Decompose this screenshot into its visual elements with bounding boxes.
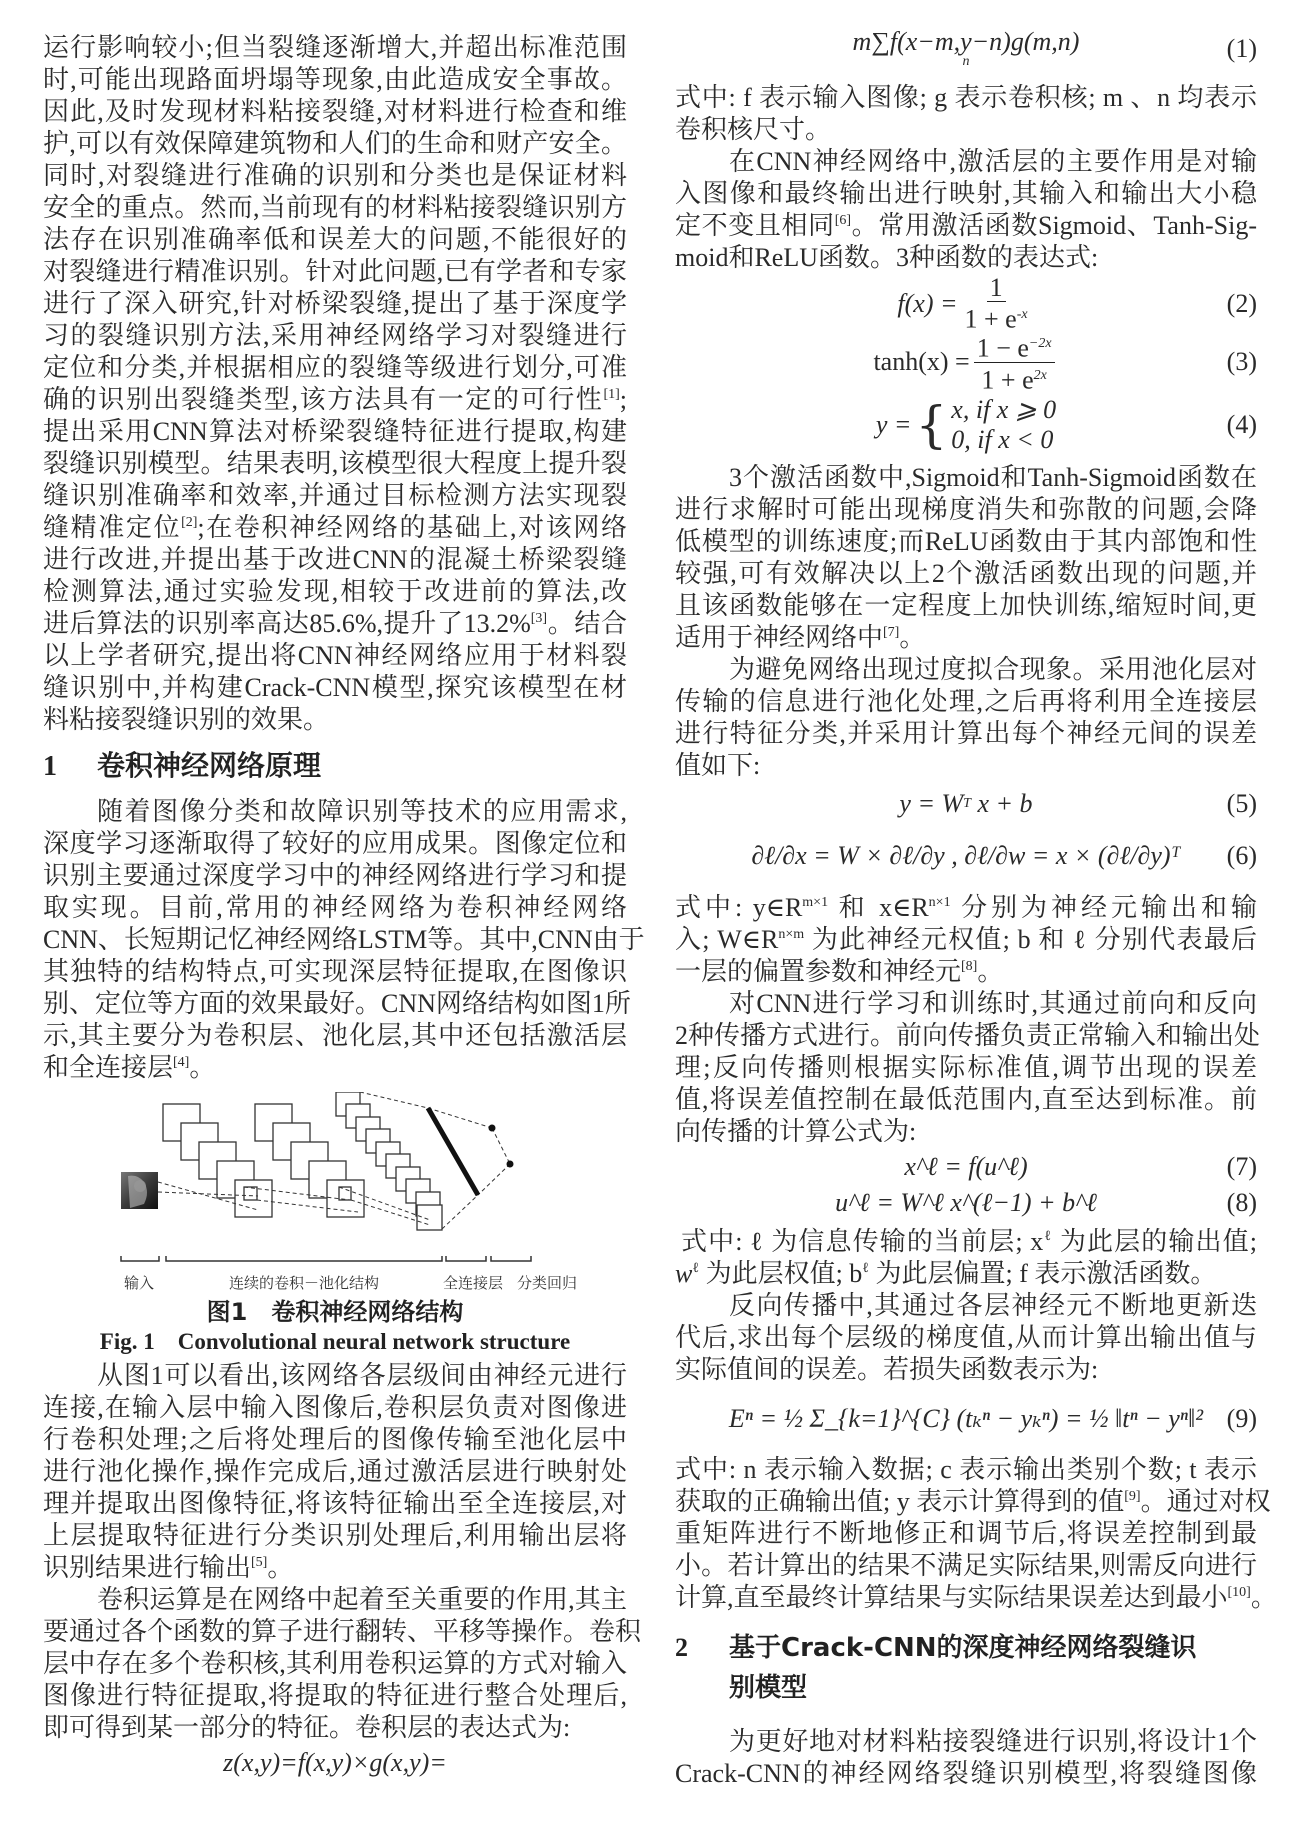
text-line: 裂缝识别模型。结果表明,该模型很大程度上提升裂 [43, 449, 627, 478]
text-line: 入图像和最终输出进行映射,其输入和输出大小稳 [675, 179, 1257, 208]
text-segment: 。 [189, 1053, 216, 1082]
text-segment: ;在卷积神经网络的基础上,对该网络 [197, 513, 627, 542]
denominator [962, 302, 1031, 333]
text-segment: 识别结果进行输出 [43, 1553, 252, 1582]
text-line: 值如下: [675, 751, 761, 780]
equation-6-row [675, 830, 1257, 882]
transpose-superscript: T [963, 796, 971, 811]
section-heading-1 [43, 748, 321, 784]
text-line: 较强,可有效解决以上2个激活函数出现的问题,并 [675, 559, 1257, 588]
text-line: 上层提取特征进行分类识别处理后,利用输出层将 [43, 1521, 627, 1550]
text-line: 安全的重点。然而,当前现有的材料粘接裂缝识别方 [43, 193, 627, 222]
equation-conv: z(x,y)=f(x,y)×g(x,y)= [223, 1748, 447, 1777]
text-line: 且该函数能够在一定程度上加快训练,缩短时间,更 [675, 591, 1257, 620]
text-segment: 计算,直至最终计算结果与实际结果误差达到最小 [675, 1583, 1228, 1612]
equation-number-7: (7) [1226, 1152, 1257, 1181]
equation-number-3: (3) [1226, 347, 1257, 376]
text-line: 料粘接裂缝识别的效果。 [43, 705, 330, 734]
text-segment: 。通过对权 [1140, 1487, 1271, 1516]
citation-link[interactable]: [1] [603, 387, 620, 402]
text-line: 传输的信息进行池化处理,之后再将利用全连接层 [675, 687, 1257, 716]
text-line: 要通过各个函数的算子进行翻转、平移等操作。卷积 [43, 1617, 642, 1646]
text-line: 卷积运算是在网络中起着至关重要的作用,其主 [97, 1585, 627, 1614]
figure-label-conv-pool: 连续的卷积－池化结构 [228, 1274, 379, 1292]
equation-number-4: (4) [1226, 410, 1257, 439]
exponent: -x [1016, 307, 1028, 323]
figure-caption-en: Fig. 1 Convolutional neural network structure [99, 1329, 571, 1354]
text-segment: 进后算法的识别率高达85.6%,提升了13.2% [43, 609, 531, 638]
text-line: 向传播的计算公式为: [675, 1117, 917, 1146]
equation-1 [851, 29, 1082, 69]
text-line: 连接,在输入层中输入图像后,卷积层负责对图像进 [43, 1393, 627, 1422]
superscript: n×1 [928, 895, 951, 910]
cnn-structure-diagram [0, 1092, 650, 1268]
superscript: ℓ [1043, 1229, 1053, 1244]
equation-5 [899, 789, 1032, 819]
numerator [974, 331, 1055, 363]
text-line: 对CNN进行学习和训练时,其通过前向和反向 [729, 989, 1257, 1018]
text-line: Crack-CNN的神经网络裂缝识别模型,将裂缝图像 [675, 1759, 1257, 1788]
equation-conv-row [43, 1748, 627, 1780]
figure-labels-row [112, 1272, 577, 1294]
text-line: 2种传播方式进行。前向传播负责正常输入和输出处 [675, 1021, 1261, 1050]
text-segment: 。常用激活函数Sigmoid、Tanh-Sig- [851, 211, 1257, 240]
numerator: 1 [987, 275, 1006, 302]
text-line [675, 1486, 1271, 1518]
text-line: 时,可能出现路面坍塌等现象,由此造成安全事故。 [43, 65, 627, 94]
text-line [675, 956, 1257, 988]
equation-number-9: (9) [1226, 1404, 1257, 1433]
text-line [43, 608, 627, 640]
text-line [675, 622, 1257, 654]
text-line: 低模型的训练速度;而ReLU函数由于其内部饱和性 [675, 527, 1257, 556]
text-segment: 分别为神经元输出和输 [950, 893, 1258, 922]
text-segment: 为此层权值; b [699, 1259, 863, 1288]
equation-number-6: (6) [1226, 841, 1257, 870]
equation-4-case-2: 0, if x < 0 [951, 425, 1054, 454]
citation-link[interactable]: [9] [1124, 1489, 1141, 1504]
citation-link[interactable]: [7] [883, 625, 900, 640]
citation-link[interactable]: [8] [961, 959, 978, 974]
text-line [681, 1226, 1257, 1258]
text-line: 进行了深入研究,针对桥梁裂缝,提出了基于深度学 [43, 289, 627, 318]
equation-number-2: (2) [1226, 289, 1257, 318]
exponent: −2x [1028, 335, 1052, 351]
equation-body: y = W [899, 789, 964, 818]
text-line: 法存在识别准确率低和误差大的问题,不能很好的 [43, 225, 627, 254]
figure-label-classify: 分类回归 [516, 1274, 577, 1292]
equation-1-subscript: n [962, 54, 970, 69]
text-line [43, 1552, 627, 1584]
left-brace: { [915, 396, 948, 454]
equation-number-5: (5) [1226, 789, 1257, 818]
text-segment: 。 [267, 1553, 294, 1582]
citation-link[interactable]: [6] [834, 213, 852, 228]
superscript: ℓ [692, 1261, 700, 1276]
text-line: 深度学习逐渐取得了较好的应用成果。图像定位和 [43, 829, 627, 858]
equation-9-row [675, 1392, 1257, 1446]
text-line: 从图1可以看出,该网络各层级间由神经元进行 [97, 1361, 627, 1390]
text-segment: 确的识别出裂缝类型,该方法具有一定的可行性 [43, 385, 604, 414]
text-line: 理;反向传播则根据实际标准值,调节出现的误差 [675, 1053, 1257, 1082]
section-heading-2-continued: 别模型 [729, 1673, 808, 1703]
section-brackets [121, 1256, 531, 1261]
sum-operator [853, 29, 1080, 69]
fraction [974, 331, 1055, 393]
figure-label-fc: 全连接层 [442, 1274, 503, 1292]
text-line: 对裂缝进行精准识别。针对此问题,已有学者和专家 [43, 257, 627, 286]
input-image-thumbnail [121, 1172, 158, 1209]
text-line [675, 210, 1257, 242]
section-heading-2 [675, 1630, 1197, 1666]
text-line: 随着图像分类和故障识别等技术的应用需求, [97, 797, 627, 826]
text-line: 别、定位等方面的效果最好。CNN网络结构如图1所 [43, 989, 631, 1018]
text-line: 卷积核尺寸。 [675, 115, 832, 144]
text-line: 进行改进,并提出基于改进CNN的混凝土桥梁裂缝 [43, 545, 627, 574]
text-segment: 获取的正确输出值; y 表示计算得到的值 [675, 1487, 1125, 1516]
text-line [675, 892, 1257, 924]
equation-3-row [675, 333, 1257, 395]
text-segment: 缝精准定位 [43, 513, 182, 542]
text-line: 小。若计算出的结果不满足实际结果,则需反向进行 [675, 1551, 1257, 1580]
exponent: 2x [1033, 367, 1047, 383]
text-line: 进行特征分类,并采用计算出每个神经元间的误差 [675, 719, 1257, 748]
text-line [43, 512, 627, 544]
text-line: 以上学者研究,提出将CNN神经网络应用于材料裂 [43, 641, 627, 670]
superscript: ℓ [862, 1261, 870, 1276]
section-title: 卷积神经网络原理 [97, 749, 322, 782]
denominator-base: 1 + e [964, 304, 1017, 334]
text-segment: 为此层的输出值; [1052, 1227, 1257, 1256]
text-line: 理并提取出图像特征,将该特征输出至全连接层,对 [43, 1489, 627, 1518]
equation-1-row [675, 22, 1257, 76]
text-segment: 。 [1250, 1583, 1277, 1612]
figure-label-input: 输入 [123, 1274, 154, 1292]
superscript: m×1 [802, 895, 829, 910]
equation-2-row [675, 273, 1257, 334]
text-segment: 适用于神经网络中 [675, 623, 884, 652]
text-segment: 式中: y∈R [675, 893, 803, 922]
text-line: 进行池化操作,操作完成后,通过激活层进行映射处 [43, 1457, 627, 1486]
equation-lhs: tanh(x) = [873, 347, 970, 376]
equation-number-1: (1) [1226, 34, 1257, 63]
equation-number-8: (8) [1226, 1188, 1257, 1217]
output-node [507, 1161, 514, 1168]
text-line: 重矩阵进行不断地修正和调节后,将误差控制到最 [675, 1519, 1257, 1548]
text-line: 实际值间的误差。若损失函数表示为: [675, 1355, 1099, 1384]
text-segment: 为此层偏置; f 表示激活函数。 [869, 1259, 1217, 1288]
citation-link[interactable]: [3] [530, 611, 548, 626]
equation-4-case-1: x, if x ⩾ 0 [951, 395, 1057, 424]
equation-6: ∂ℓ/∂x = W × ∂ℓ/∂y , ∂ℓ/∂w = x × (∂ℓ/∂y)ᵀ [751, 841, 1181, 870]
equation-4 [876, 395, 1056, 455]
equation-9: Eⁿ = ½ Σ_{k=1}^{C} (tₖⁿ − yₖⁿ) = ½ ‖tⁿ − yⁿ‖² [728, 1404, 1204, 1433]
text-segment: 入; W∈R [675, 925, 779, 954]
numerator-base: 1 − e [976, 333, 1029, 363]
figure-caption-cn: 图1 卷积神经网络结构 [206, 1298, 464, 1326]
text-line: 进行求解时可能出现梯度消失和弥散的问题,会降 [675, 495, 1257, 524]
text-line: 护,可以有效保障建筑物和人们的生命和财产安全。 [43, 129, 627, 158]
text-line: 图像进行特征提取,将提取的特征进行整合处理后, [43, 1681, 627, 1710]
text-segment: 定不变且相同 [675, 211, 835, 240]
equation-8-row [675, 1186, 1257, 1220]
text-line: 为更好地对材料粘接裂缝进行识别,将设计1个 [729, 1727, 1257, 1756]
denominator [978, 363, 1049, 394]
text-line: 提出采用CNN算法对桥梁裂缝特征进行提取,构建 [43, 417, 627, 446]
section-title: 基于Crack-CNN的深度神经网络裂缝识 [729, 1633, 1197, 1663]
text-line: 缝识别中,并构建Crack-CNN模型,探究该模型在材 [43, 673, 627, 702]
citation-link[interactable]: [4] [173, 1055, 190, 1070]
text-line: 其独特的结构特点,可实现深层特征提取,在图像识 [43, 957, 627, 986]
output-node [489, 1125, 496, 1132]
citation-link[interactable]: [5] [251, 1555, 268, 1570]
text-segment: 为此神经元权值; b 和 ℓ 分别代表最后 [804, 925, 1257, 954]
text-line [43, 384, 627, 416]
text-line [675, 1582, 1277, 1614]
text-line: 取实现。目前,常用的神经网络为卷积神经网络 [43, 893, 627, 922]
text-line: 即可得到某一部分的特征。卷积层的表达式为: [43, 1713, 571, 1742]
equation-4-row [675, 393, 1257, 457]
text-segment: 。 [899, 623, 926, 652]
text-line: 同时,对裂缝进行准确的识别和分类也是保证材料 [43, 161, 627, 190]
text-segment: 式中: ℓ 为信息传输的当前层; x [681, 1227, 1044, 1256]
text-line: 运行影响较小;但当裂缝逐渐增大,并超出标准范围 [43, 33, 627, 62]
equation-body: m∑f(x−m,y−n)g(m,n) [852, 27, 1080, 56]
text-line: 行卷积处理;之后将处理后的图像传输至池化层中 [43, 1425, 627, 1454]
section-number: 2 [675, 1633, 688, 1662]
citation-link[interactable]: [10] [1227, 1585, 1251, 1600]
equation-3 [873, 331, 1058, 393]
equation-lhs: f(x) = [897, 289, 958, 318]
piecewise [876, 395, 1056, 455]
text-segment: 一层的偏置参数和神经元 [675, 957, 962, 986]
text-line [675, 1258, 1257, 1290]
text-line: 缝识别准确率和效率,并通过目标检测方法实现裂 [43, 481, 627, 510]
text-line [675, 924, 1257, 956]
text-line: 因此,及时发现材料粘接裂缝,对材料进行检查和维 [43, 97, 627, 126]
superscript: n×m [778, 927, 805, 942]
text-line: 识别主要通过深度学习中的神经网络进行学习和提 [43, 861, 627, 890]
text-line: 式中: f 表示输入图像; g 表示卷积核; m 、n 均表示 [675, 83, 1257, 112]
text-line [43, 1052, 627, 1084]
text-line: 定位和分类,并根据相应的裂缝等级进行划分,可准 [43, 353, 627, 382]
text-line: 代后,求出每个层级的梯度值,从而计算出输出值与 [675, 1323, 1257, 1352]
equation-tail: x + b [970, 789, 1033, 818]
cases-rows [951, 395, 1056, 455]
equation-5-row [675, 786, 1257, 822]
text-line: 习的裂缝识别方法,采用神经网络学习对裂缝进行 [43, 321, 627, 350]
text-segment: ; [619, 385, 627, 414]
text-line: 反向传播中,其通过各层神经元不断地更新迭 [729, 1291, 1257, 1320]
citation-link[interactable]: [2] [181, 515, 198, 530]
fraction [962, 275, 1031, 333]
text-line: 示,其主要分为卷积层、池化层,其中还包括激活层 [43, 1021, 627, 1050]
equation-2 [897, 275, 1034, 333]
text-line: 式中: n 表示输入数据; c 表示输出类别个数; t 表示 [675, 1455, 1257, 1484]
text-line: 层中存在多个卷积核,其利用卷积运算的方式对输入 [43, 1649, 627, 1678]
text-line: 在CNN神经网络中,激活层的主要作用是对输 [729, 147, 1257, 176]
text-segment: 。 [977, 957, 1004, 986]
text-segment: 和全连接层 [43, 1053, 174, 1082]
text-line: 3个激活函数中,Sigmoid和Tanh-Sigmoid函数在 [729, 463, 1257, 492]
text-line: 值,将误差值控制在最低范围内,直至达到标准。前 [675, 1085, 1257, 1114]
text-line: 为避免网络出现过度拟合现象。采用池化层对 [729, 655, 1257, 684]
equation-7: x^ℓ = f(u^ℓ) [904, 1152, 1028, 1181]
text-line: moid和ReLU函数。3种函数的表达式: [675, 243, 1099, 272]
text-segment: w [675, 1259, 693, 1288]
text-segment: 和 x∈R [828, 893, 929, 922]
text-line: CNN、长短期记忆神经网络LSTM等。其中,CNN由于 [43, 925, 645, 954]
equation-8: u^ℓ = W^ℓ x^(ℓ−1) + b^ℓ [835, 1188, 1097, 1217]
denominator-base: 1 + e [981, 365, 1034, 395]
equation-lhs: y = [875, 410, 912, 439]
section-number: 1 [43, 751, 57, 782]
text-line: 检测算法,通过实验发现,相较于改进前的算法,改 [43, 577, 627, 606]
equation-7-row [675, 1150, 1257, 1184]
text-segment: 。结合 [547, 609, 627, 638]
